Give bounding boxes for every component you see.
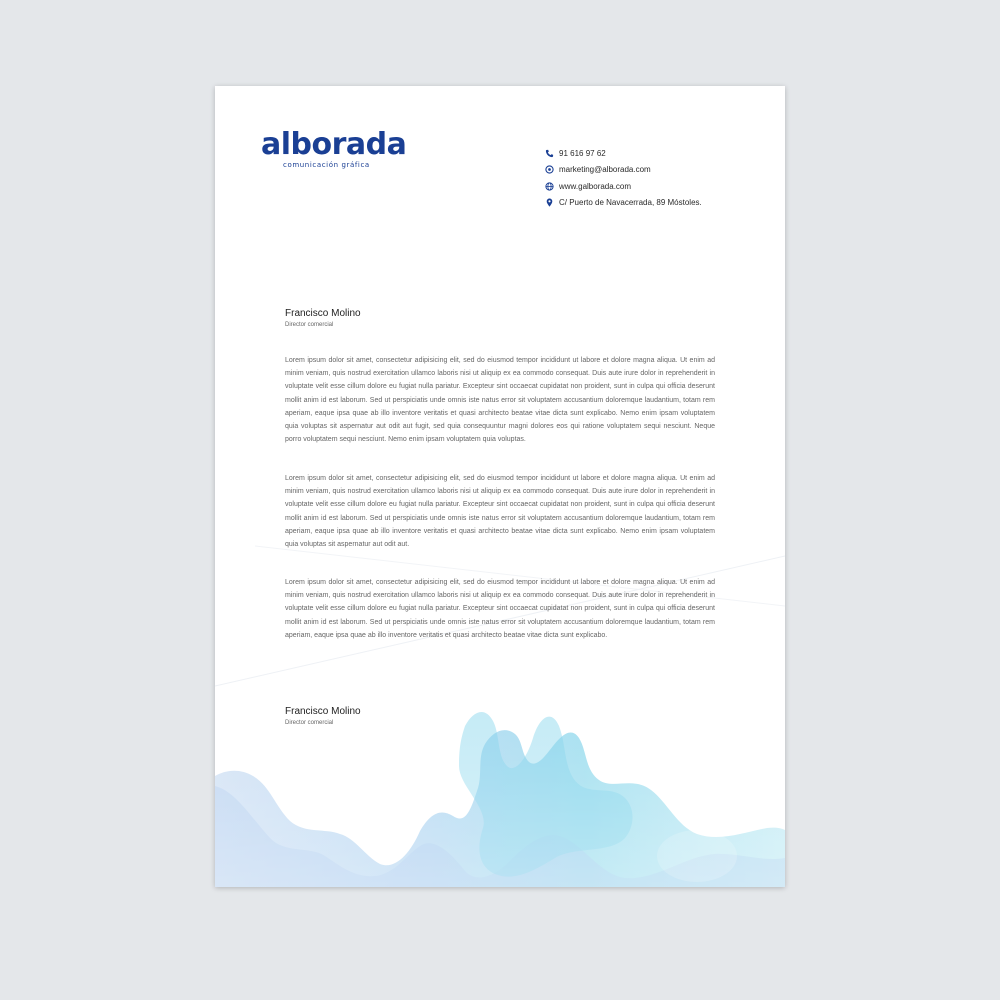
signature-name: Francisco Molino <box>285 706 361 717</box>
body-paragraph-1: Lorem ipsum dolor sit amet, consectetur adipisicing elit, sed do eiusmod tempor incididunt ut labore et dolore magna aliqua. Ut enim ad minim veniam, quis nostrud exercitation ullamco laboris nisi ut aliquip ex ea commodo consequat. Duis aute irure dolor in reprehenderit in voluptate velit esse cillum dolore eu fugiat nulla pariatur. Excepteur sint occaecat cupidatat non proident, sunt in culpa qui officia deserunt mollit anim id est laborum. Sed ut perspiciatis unde omnis iste natus error sit voluptatem accusantium doloremque laudantium, totam rem aperiam, eaque ipsa quae ab illo inventore veritatis et quasi architecto beatae vitae dicta sunt explicabo. Nemo enim ipsam voluptatem quia voluptas sit aspernatur aut odit aut fugit, sed quia consequuntur magni dolores eos qui ratione voluptatem sequi nesciunt. Neque porro voluptatem sequi nesciunt. Nemo enim ipsam voluptatem quia voluptas. <box>285 357 715 444</box>
sender-role-top: Director comercial <box>285 322 334 328</box>
contact-phone-row <box>545 145 702 162</box>
map-pin-icon <box>545 198 554 207</box>
logo-tagline: comunicación gráfica <box>283 161 370 169</box>
contact-email[interactable]: marketing@alborada.com <box>559 165 651 175</box>
at-sign-icon <box>545 165 554 174</box>
globe-icon <box>545 182 554 191</box>
logo-wordmark: alborada <box>261 127 407 162</box>
body-paragraph-2: Lorem ipsum dolor sit amet, consectetur adipisicing elit, sed do eiusmod tempor incididunt ut labore et dolore magna aliqua. Ut enim ad minim veniam, quis nostrud exercitation ullamco laboris nisi ut aliquip ex ea commodo consequat. Duis aute irure dolor in reprehenderit in voluptate velit esse cillum dolore eu fugiat nulla pariatur. Excepteur sint occaecat cupidatat non proident, sunt in culpa qui officia deserunt mollit anim id est laborum. Sed ut perspiciatis unde omnis iste natus error sit voluptatem accusantium doloremque laudantium, totam rem aperiam, eaque ipsa quae ab illo inventore veritatis et quasi architecto beatae vitae dicta sunt explicabo. Nemo enim ipsam voluptatem quia voluptas sit aspernatur aut odit aut. <box>285 475 715 549</box>
sender-name-top: Francisco Molino <box>285 308 361 319</box>
letterhead-page <box>215 86 785 887</box>
phone-icon <box>545 149 554 158</box>
contact-address-row <box>545 195 702 212</box>
signature-role: Director comercial <box>285 720 334 726</box>
body-paragraph-3: Lorem ipsum dolor sit amet, consectetur adipisicing elit, sed do eiusmod tempor incididunt ut labore et dolore magna aliqua. Ut enim ad minim veniam, quis nostrud exercitation ullamco laboris nisi ut aliquip ex ea commodo consequat. Duis aute irure dolor in reprehenderit in voluptate velit esse cillum dolore eu fugiat nulla pariatur. Excepteur sint occaecat cupidatat non proident, sunt in culpa qui officia deserunt mollit anim id est laborum. Sed ut perspiciatis unde omnis iste natus error sit voluptatem accusantium doloremque laudantium, totam rem aperiam, eaque ipsa quae ab illo inventore veritatis et quasi architecto beatae vitae dicta sunt explicabo. <box>285 579 715 639</box>
contact-block <box>545 145 702 211</box>
contact-web[interactable]: www.galborada.com <box>559 181 632 191</box>
company-logo <box>261 129 406 170</box>
contact-phone: 91 616 97 62 <box>559 148 606 158</box>
contact-address: C/ Puerto de Navacerrada, 89 Móstoles. <box>559 198 702 208</box>
contact-web-row <box>545 178 702 195</box>
contact-email-row <box>545 162 702 179</box>
